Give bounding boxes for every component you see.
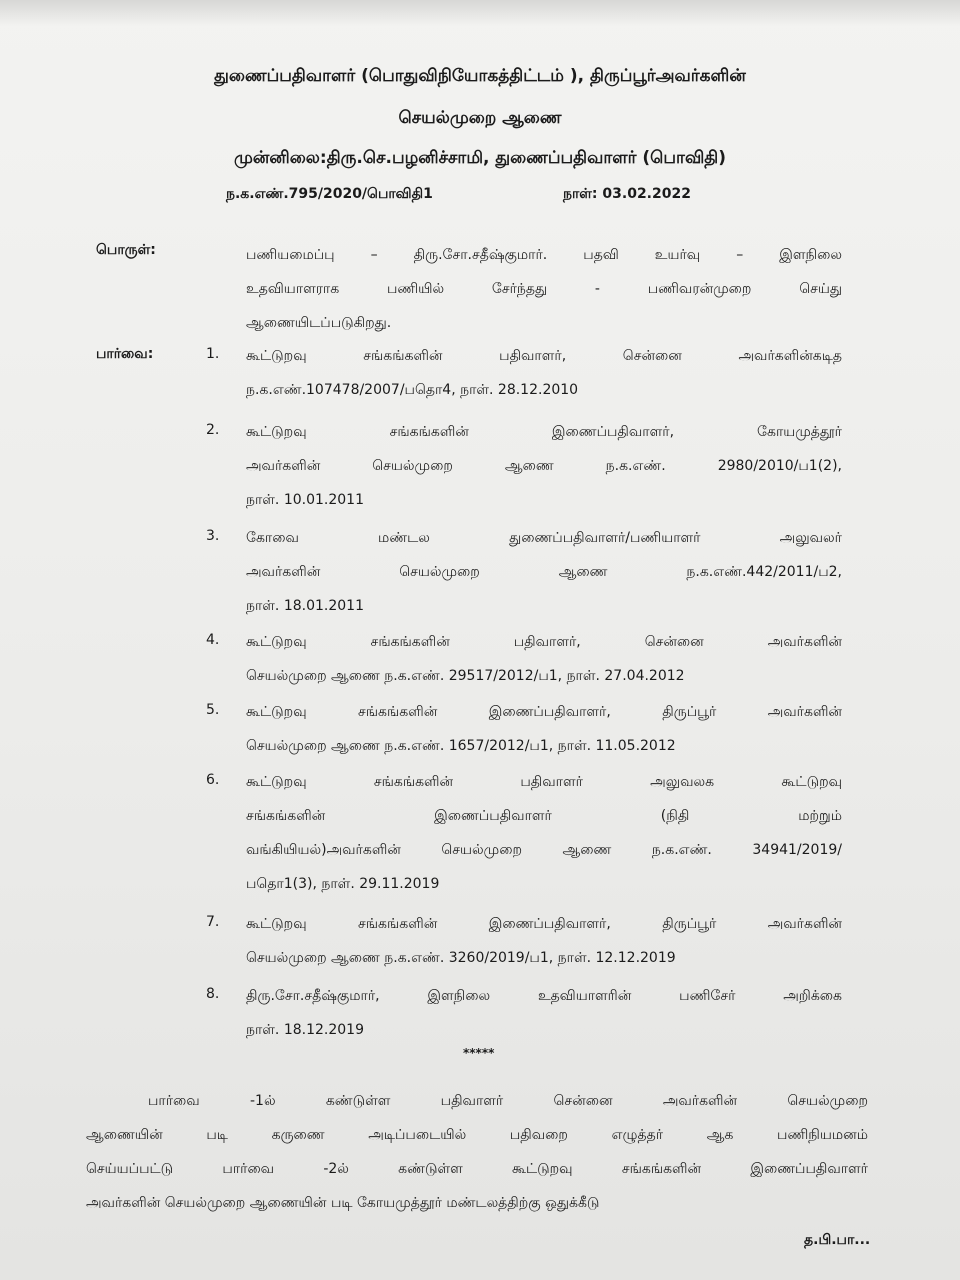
reference-line: கூட்டுறவு சங்கங்களின் பதிவாளர் அலுவலக கூட்டுறவு [246, 774, 842, 790]
reference-line: கூட்டுறவு சங்கங்களின் இணைப்பதிவாளர், கோயமுத்தூர் [246, 424, 842, 440]
reference-line: நாள். 18.12.2019 [246, 1022, 364, 1038]
reference-number-5: 5. [206, 702, 220, 718]
page-shadow [0, 0, 960, 26]
section-separator: ***** [463, 1046, 495, 1060]
reference-line: ந.க.எண்.107478/2007/பதொ4, நாள். 28.12.2010 [246, 382, 579, 398]
reference-number-4: 4. [206, 632, 220, 648]
reference-number-7: 7. [206, 914, 220, 930]
references-label: பார்வை: [96, 346, 154, 362]
subject-line: உதவியாளராக பணியில் சேர்ந்தது - பணிவரன்முறை செய்து [246, 281, 842, 297]
reference-item-8 [246, 979, 842, 1047]
body-paragraph [86, 1084, 868, 1220]
subject-label: பொருள்: [96, 242, 156, 258]
reference-line: திரு.சோ.சதீஷ்குமார், இளநிலை உதவியாளரின் பணிசேர் அறிக்கை [246, 988, 842, 1004]
reference-item-4 [246, 625, 842, 693]
reference-line: கூட்டுறவு சங்கங்களின் பதிவாளர், சென்னை அவர்களின்கடித [246, 348, 842, 364]
header-presence: முன்னிலை:திரு.செ.பழனிச்சாமி, துணைப்பதிவாளர் (பொவிதி) [234, 148, 726, 168]
reference-line: சங்கங்களின் இணைப்பதிவாளர் (நிதி மற்றும் [246, 808, 842, 824]
reference-line: செயல்முறை ஆணை ந.க.எண். 29517/2012/ப1, நாள். 27.04.2012 [246, 668, 685, 684]
reference-item-1 [246, 339, 842, 407]
header-order-type: செயல்முறை ஆணை [398, 108, 562, 128]
reference-number-8: 8. [206, 986, 220, 1002]
header-office-title: துணைப்பதிவாளர் (பொதுவிநியோகத்திட்டம் ), திருப்பூர்அவர்களின் [214, 66, 746, 86]
reference-line: கோவை மண்டல துணைப்பதிவாளர்/பணியாளர் அலுவலர் [246, 530, 842, 546]
reference-line: அவர்களின் செயல்முறை ஆணை ந.க.எண்.442/2011/ப2, [246, 564, 842, 580]
reference-item-5 [246, 695, 842, 763]
reference-line: கூட்டுறவு சங்கங்களின் இணைப்பதிவாளர், திருப்பூர் அவர்களின் [246, 704, 842, 720]
reference-line: செயல்முறை ஆணை ந.க.எண். 3260/2019/ப1, நாள். 12.12.2019 [246, 950, 676, 966]
reference-line: செயல்முறை ஆணை ந.க.எண். 1657/2012/ப1, நாள். 11.05.2012 [246, 738, 676, 754]
body-line: பார்வை -1ல் கண்டுள்ள பதிவாளர் சென்னை அவர்களின் செயல்முறை [148, 1093, 868, 1109]
body-line: ஆணையின் படி கருணை அடிப்படையில் பதிவறை எழுத்தர் ஆக பணிநியமனம் [86, 1127, 868, 1143]
subject-line: ஆணையிடப்படுகிறது. [246, 315, 392, 331]
reference-number-3: 3. [206, 528, 220, 544]
reference-line: அவர்களின் செயல்முறை ஆணை ந.க.எண். 2980/2010/ப1(2), [246, 458, 842, 474]
reference-number-1: 1. [206, 346, 220, 362]
reference-line: நாள். 10.01.2011 [246, 492, 364, 508]
body-line: அவர்களின் செயல்முறை ஆணையின் படி கோயமுத்தூர் மண்டலத்திற்கு ஒதுக்கீடு [86, 1195, 600, 1211]
reference-line: நாள். 18.01.2011 [246, 598, 364, 614]
body-line: செய்யப்பட்டு பார்வை -2ல் கண்டுள்ள கூட்டுறவு சங்கங்களின் இணைப்பதிவாளர் [86, 1161, 868, 1177]
reference-line: பதொ1(3), நாள். 29.11.2019 [246, 876, 440, 892]
reference-line: வங்கியியல்)அவர்களின் செயல்முறை ஆணை ந.க.எண். 34941/2019/ [246, 842, 842, 858]
order-date: நாள்: 03.02.2022 [563, 186, 691, 202]
please-turn-over: த.பி.பா... [804, 1232, 871, 1248]
reference-number-2: 2. [206, 422, 220, 438]
reference-item-3 [246, 521, 842, 623]
reference-item-7 [246, 907, 842, 975]
reference-line: கூட்டுறவு சங்கங்களின் பதிவாளர், சென்னை அவர்களின் [246, 634, 842, 650]
reference-item-2 [246, 415, 842, 517]
subject-text [246, 238, 842, 340]
reference-number: ந.க.எண்.795/2020/பொவிதி1 [226, 186, 433, 202]
reference-line: கூட்டுறவு சங்கங்களின் இணைப்பதிவாளர், திருப்பூர் அவர்களின் [246, 916, 842, 932]
reference-item-6 [246, 765, 842, 901]
reference-number-6: 6. [206, 772, 220, 788]
subject-line: பணியமைப்பு – திரு.சோ.சதீஷ்குமார். பதவி உயர்வு – இளநிலை [246, 247, 842, 263]
